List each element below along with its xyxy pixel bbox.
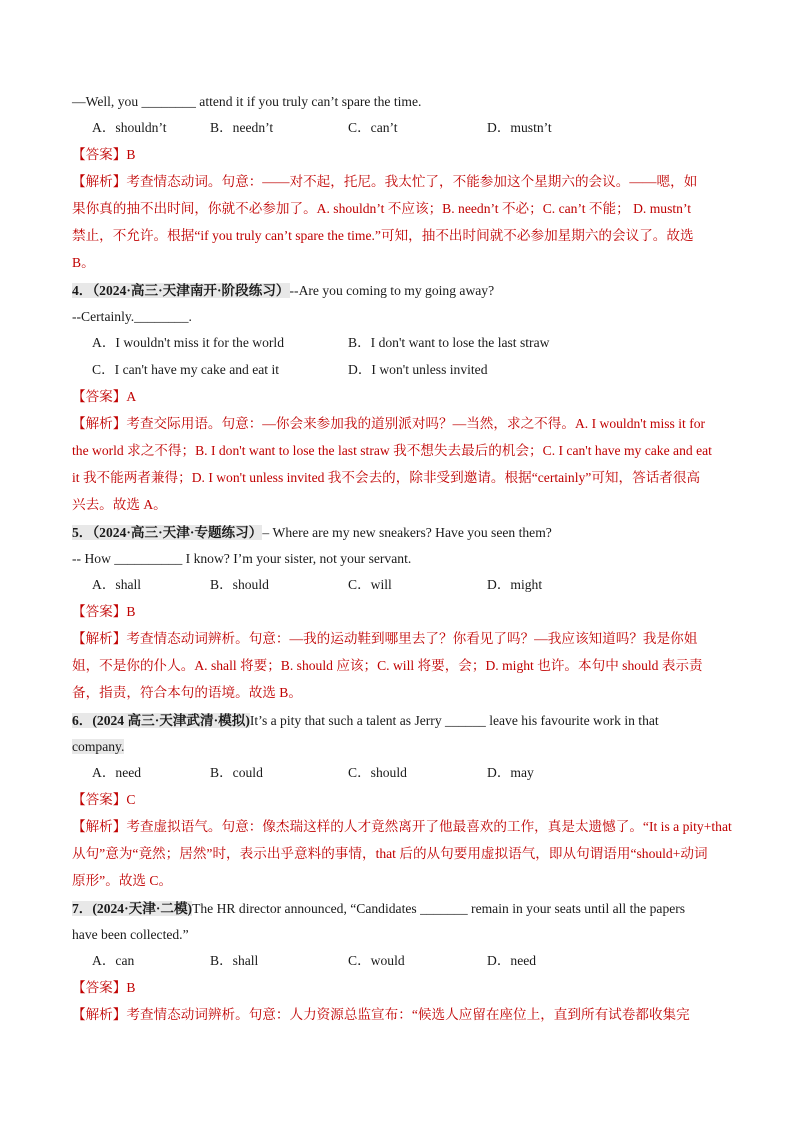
q6-line2-text: company. xyxy=(72,739,125,754)
q7-option-a: A．can xyxy=(92,953,135,968)
q3-option-d: D．mustn’t xyxy=(487,120,552,135)
q6-option-b: B．could xyxy=(210,765,263,780)
q5-prompt: – Where are my new sneakers? Have you seen them? xyxy=(262,525,552,540)
q6-analysis-line: 从句”意为“竟然；居然”时，表示出乎意料的事情，that 后的从句要用虚拟语气，即从句谓语用“should+动词 xyxy=(72,846,708,861)
q7-option-d: D．need xyxy=(487,953,537,968)
q6-option-d: D．may xyxy=(487,765,534,780)
q4-number: 4． xyxy=(72,283,93,298)
q3-answer: 【答案】B xyxy=(72,147,136,162)
q7-prompt: The HR director announced, “Candidates _______ remain in your seats until all the papers xyxy=(192,901,686,916)
q5-source: （2024·高三·天津·专题练习） xyxy=(92,525,263,540)
q6-source: (2024 高三·天津武清·模拟) xyxy=(92,713,250,728)
q4-header xyxy=(72,281,726,301)
q3-option-c: C．can’t xyxy=(348,120,398,135)
q4-analysis-line: 【解析】考查交际用语。句意：—你会来参加我的道别派对吗？—当然，求之不得。A. I wouldn't miss it for xyxy=(72,416,706,431)
q7-option-b: B．shall xyxy=(210,953,259,968)
q6-answer: 【答案】C xyxy=(72,792,136,807)
q3-prompt: —Well, you ________ attend it if you truly can’t spare the time. xyxy=(72,94,422,109)
q7-line2: have been collected.” xyxy=(72,927,189,942)
q5-option-d: D．might xyxy=(487,577,543,592)
q7-analysis-line: 【解析】考查情态动词辨析。句意：人力资源总监宣布：“候选人应留在座位上，直到所有试卷都收集完 xyxy=(72,1007,690,1022)
q3-analysis-line: B。 xyxy=(72,255,95,270)
q7-source: (2024·天津·二模) xyxy=(92,901,193,916)
q5-line2: -- How __________ I know? I’m your sister, not your servant. xyxy=(72,551,412,566)
q4-analysis-line: the world 求之不得；B. I don't want to lose the last straw 我不想失去最后的机会；C. I can't have my cake and eat xyxy=(72,443,712,458)
q4-analysis-line: it 我不能两者兼得；D. I won't unless invited 我不会去的，除非受到邀请。根据“certainly”可知，答话者很高 xyxy=(72,470,701,485)
q6-line2 xyxy=(72,737,726,757)
q6-analysis-line: 原形”。故选 C。 xyxy=(72,873,173,888)
q6-prompt: It’s a pity that such a talent as Jerry ______ leave his favourite work in that xyxy=(249,713,659,728)
q5-option-c: C．will xyxy=(348,577,392,592)
q4-answer: 【答案】A xyxy=(72,389,137,404)
q5-number: 5． xyxy=(72,525,93,540)
q3-analysis-line: 果你真的抽不出时间，你就不必参加了。A. shouldn’t 不应该；B. needn’t 不必；C. can’t 不能； D. mustn’t xyxy=(72,201,692,216)
q6-header xyxy=(72,711,726,731)
q5-option-a: A．shall xyxy=(92,577,142,592)
q3-analysis-line: 禁止，不允许。根据“if you truly can’t spare the time.”可知，抽不出时间就不必参加星期六的会议了。故选 xyxy=(72,228,694,243)
q6-analysis-line: 【解析】考查虚拟语气。句意：像杰瑞这样的人才竟然离开了他最喜欢的工作，真是太遗憾了。“It is a pity+that xyxy=(72,819,732,834)
q6-option-c: C．should xyxy=(348,765,407,780)
q3-option-a: A．shouldn’t xyxy=(92,120,167,135)
q5-answer: 【答案】B xyxy=(72,604,136,619)
q5-analysis-line: 姐，不是你的仆人。A. shall 将要；B. should 应该；C. will 将要，会；D. might 也许。本句中 should 表示责 xyxy=(72,658,703,673)
q4-option-b: B．I don't want to lose the last straw xyxy=(348,335,550,350)
q4-prompt: --Are you coming to my going away? xyxy=(289,283,495,298)
q4-analysis-line: 兴去。故选 A。 xyxy=(72,497,167,512)
q4-option-c: C．I can't have my cake and eat it xyxy=(92,362,280,377)
q5-header xyxy=(72,523,726,543)
q5-analysis-line: 备，指责，符合本句的语境。故选 B。 xyxy=(72,685,302,700)
q4-line2: --Certainly.________. xyxy=(72,309,192,324)
q5-option-b: B．should xyxy=(210,577,269,592)
q7-header xyxy=(72,899,726,919)
q3-analysis-line: 【解析】考查情态动词。句意：——对不起，托尼。我太忙了，不能参加这个星期六的会议。——嗯，如 xyxy=(72,174,698,189)
q3-option-b: B．needn’t xyxy=(210,120,274,135)
q5-analysis-line: 【解析】考查情态动词辨析。句意：—我的运动鞋到哪里去了？你看见了吗？—我应该知道吗？我是你姐 xyxy=(72,631,698,646)
q7-option-c: C．would xyxy=(348,953,405,968)
q6-number: 6． xyxy=(72,713,93,728)
q6-option-a: A．need xyxy=(92,765,142,780)
q4-option-d: D．I won't unless invited xyxy=(348,362,488,377)
q7-number: 7． xyxy=(72,901,93,916)
q4-source: （2024·高三·天津南开·阶段练习） xyxy=(92,283,290,298)
q7-answer: 【答案】B xyxy=(72,980,136,995)
q4-option-a: A．I wouldn't miss it for the world xyxy=(92,335,284,350)
